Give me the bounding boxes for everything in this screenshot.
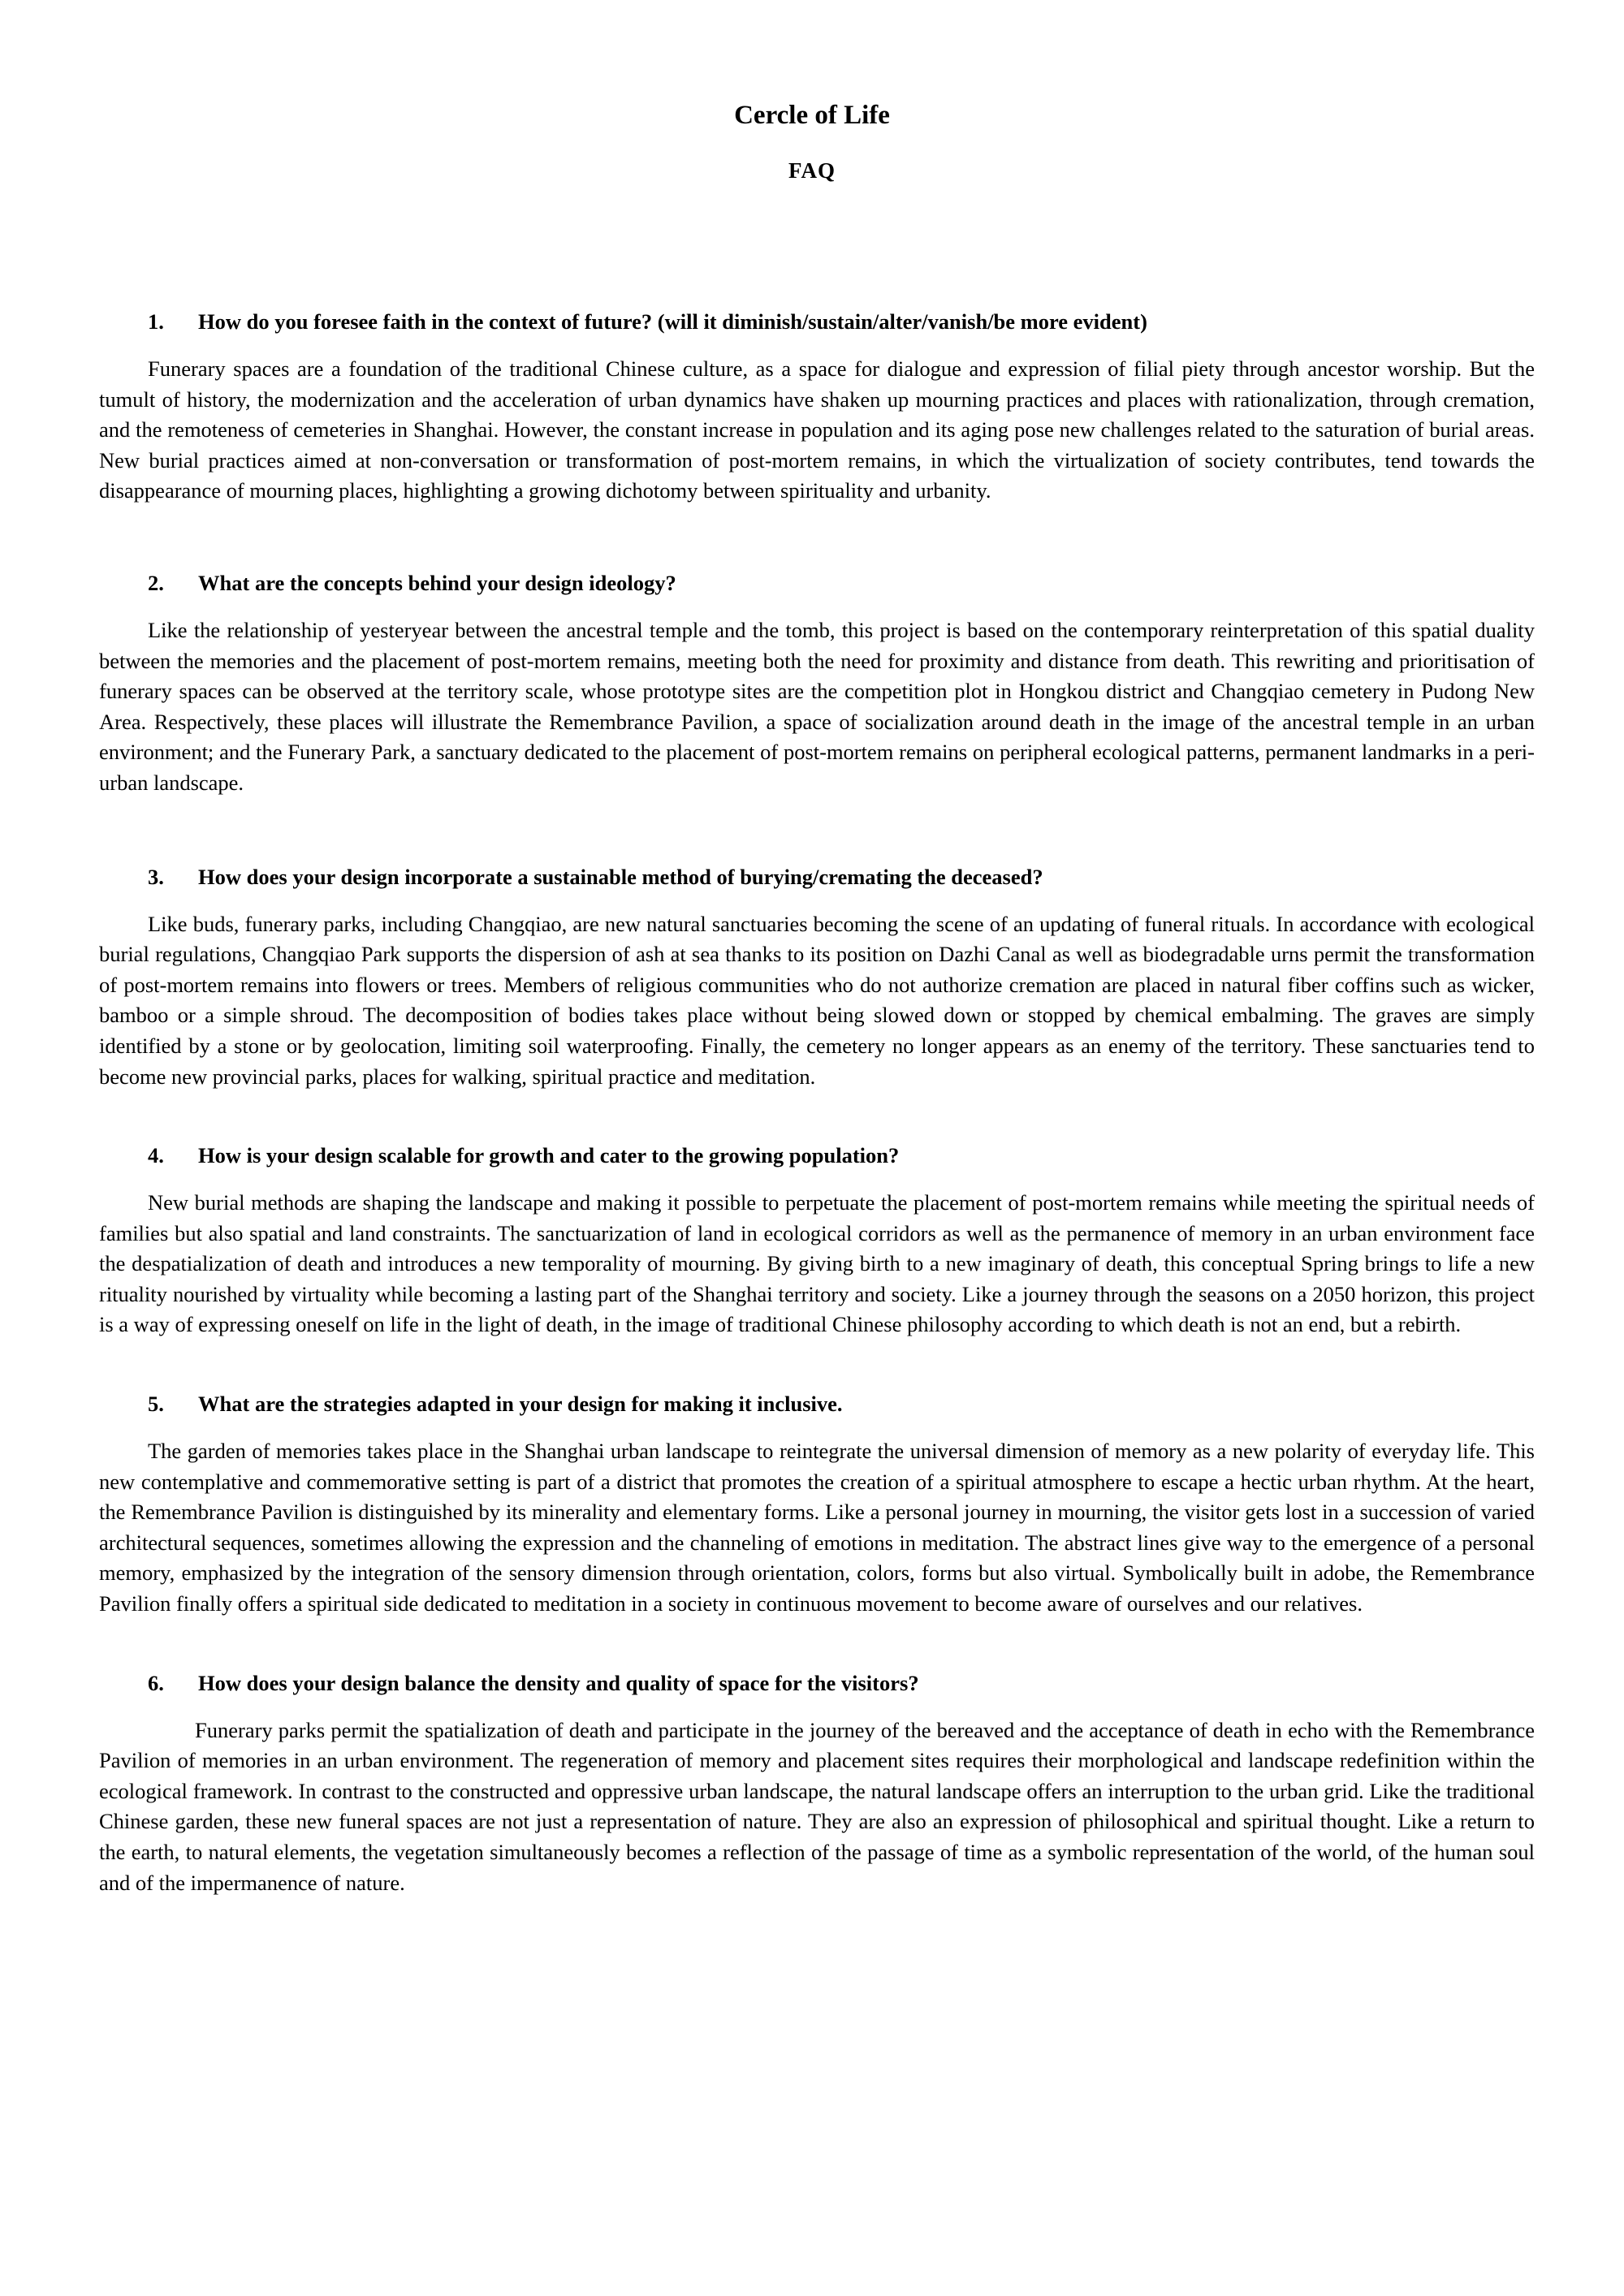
faq-question-number: 5.: [148, 1392, 164, 1417]
faq-question: [99, 567, 1535, 599]
faq-item: [99, 1667, 1535, 1899]
faq-question: [99, 1388, 1535, 1420]
document-subtitle: FAQ: [788, 158, 836, 183]
faq-question-text: What are the concepts behind your design ideology?: [198, 570, 676, 595]
document-header: [0, 96, 1624, 187]
faq-item: [99, 1388, 1535, 1620]
faq-item: [99, 1139, 1535, 1340]
faq-question-text: How do you foresee faith in the context of future? (will it diminish/sustain/alter/vanish/be more evident): [198, 309, 1147, 334]
faq-answer: New burial methods are shaping the landscape and making it possible to perpetuate the placement of post-mortem remains while meeting the spiritual needs of families but also spatial and land constraints. The sanctuarization of land in ecological corridors as well as the permanence of memory in an urban environment face the despatialization of death and introduces a new temporality of mourning. By giving birth to a new imaginary of death, this conceptual Spring brings to life a new rituality nourished by virtuality while becoming a lasting part of the Shanghai territory and society. Like a journey through the seasons on a 2050 horizon, this project is a way of expressing oneself on life in the light of death, in the image of traditional Chinese philosophy according to which death is not an end, but a rebirth.: [99, 1190, 1535, 1337]
faq-question: [99, 861, 1535, 893]
faq-question-number: 2.: [148, 570, 164, 595]
faq-question-number: 3.: [148, 864, 164, 889]
faq-answer: The garden of memories takes place in the Shanghai urban landscape to reintegrate the universal dimension of memory as a new polarity of everyday life. This new contemplative and commemorative setting is part of a district that promotes the creation of a spiritual atmosphere to escape a hectic urban rhythm. At the heart, the Remembrance Pavilion is distinguished by its minerality and elementary forms. Like a personal journey in mourning, the visitor gets lost in a succession of varied architectural sequences, sometimes allowing the expression and the channeling of emotions in meditation. The abstract lines give way to the emergence of a personal memory, emphasized by the integration of the sensory dimension through orientation, colors, forms but also virtual. Symbolically built in adobe, the Remembrance Pavilion finally offers a spiritual side dedicated to meditation in a society in continuous movement to become aware of ourselves and our relatives.: [99, 1439, 1535, 1616]
faq-question-number: 1.: [148, 309, 164, 334]
faq-question-text: How does your design incorporate a sustainable method of burying/cremating the deceased?: [198, 864, 1043, 889]
faq-question: [99, 305, 1535, 338]
faq-answer: Funerary spaces are a foundation of the traditional Chinese culture, as a space for dialogue and expression of filial piety through ancestor worship. But the tumult of history, the modernization and the acceleration of urban dynamics have shaken up mourning practices and places with rationalization, through cremation, and the remoteness of cemeteries in Shanghai. However, the constant increase in population and its aging pose new challenges related to the saturation of burial areas. New burial practices aimed at non-conversation or transformation of post-mortem remains, in which the virtualization of society contributes, tend towards the disappearance of mourning places, highlighting a growing dichotomy between spirituality and urbanity.: [99, 356, 1535, 503]
faq-question: [99, 1139, 1535, 1172]
faq-question-number: 4.: [148, 1143, 164, 1168]
faq-question-text: What are the strategies adapted in your design for making it inclusive.: [198, 1392, 843, 1417]
faq-item: [99, 567, 1535, 799]
faq-answer: Like buds, funerary parks, including Changqiao, are new natural sanctuaries becoming the scene of an updating of funeral rituals. In accordance with ecological burial regulations, Changqiao Park supports the dispersion of ash at sea thanks to its position on Dazhi Canal as well as biodegradable urns permit the transformation of post-mortem remains into flowers or trees. Members of religious communities who do not authorize cremation are placed in natural fiber coffins such as wicker, bamboo or a simple shroud. The decomposition of bodies takes place without being slowed down or stopped by chemical embalming. The graves are simply identified by a stone or by geolocation, limiting soil waterproofing. Finally, the cemetery no longer appears as an enemy of the territory. These sanctuaries tend to become new provincial parks, places for walking, spiritual practice and meditation.: [99, 911, 1535, 1089]
faq-answer: Like the relationship of yesteryear between the ancestral temple and the tomb, this project is based on the contemporary reinterpretation of this spatial duality between the memories and the placement of post-mortem remains, meeting both the need for proximity and distance from death. This rewriting and prioritisation of funerary spaces can be observed at the territory scale, whose prototype sites are the competition plot in Hongkou district and Changqiao cemetery in Pudong New Area. Respectively, these places will illustrate the Remembrance Pavilion, a space of socialization around death in the image of the ancestral temple in an urban environment; and the Funerary Park, a sanctuary dedicated to the placement of post-mortem remains on peripheral ecological patterns, permanent landmarks in a peri-urban landscape.: [99, 617, 1535, 795]
document-title: Cercle of Life: [734, 101, 890, 130]
faq-question-number: 6.: [148, 1670, 164, 1695]
faq-item: [99, 305, 1535, 507]
faq-list: [99, 305, 1535, 1898]
faq-question: [99, 1667, 1535, 1699]
faq-item: [99, 861, 1535, 1093]
faq-answer: Funerary parks permit the spatialization of death and participate in the journey of the bereaved and the acceptance of death in echo with the Remembrance Pavilion of memories in an urban environment. The regeneration of memory and placement sites requires their morphological and landscape redefinition within the ecological framework. In contrast to the constructed and oppressive urban landscape, the natural landscape offers an interruption to the urban grid. Like the traditional Chinese garden, these new funeral spaces are not just a representation of nature. They are also an expression of philosophical and spiritual thought. Like a return to the earth, to natural elements, the vegetation simultaneously becomes a reflection of the passage of time as a symbolic representation of the world, of the human soul and of the impermanence of nature.: [99, 1717, 1535, 1895]
faq-question-text: How does your design balance the density and quality of space for the visitors?: [198, 1670, 919, 1695]
faq-question-text: How is your design scalable for growth and cater to the growing population?: [198, 1143, 900, 1168]
